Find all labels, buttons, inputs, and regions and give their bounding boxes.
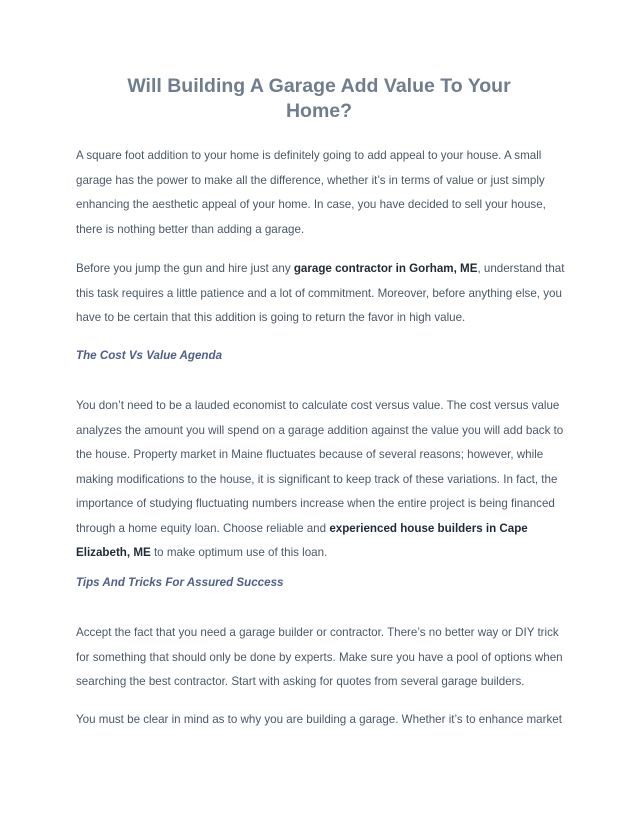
text-line: importance of studying fluctuating numbers increase when the entire project is being financed [76, 497, 555, 510]
text-line: You don’t need to be a lauded economist to calculate cost versus value. The cost versus value [76, 399, 560, 412]
text-run: through a home equity loan. Choose reliable and [76, 521, 330, 535]
paragraph-intro [76, 144, 576, 242]
text-line: garage has the power to make all the difference, whether it’s in terms of value or just simply [76, 173, 545, 187]
bold-keyword: Elizabeth, ME [76, 546, 151, 559]
text-line: searching the best contractor. Start with asking for quotes from several garage builders. [76, 675, 525, 688]
section-heading-tips: Tips And Tricks For Assured Success [76, 576, 284, 589]
text-run: Before you jump the gun and hire just any [76, 262, 294, 275]
bold-keyword: garage contractor in Gorham, ME [293, 262, 478, 275]
title-line-2: Home? [285, 100, 353, 122]
text-line: A square foot addition to your home is definitely going to add appeal to your house. A small [76, 149, 542, 162]
text-run: to make optimum use of this loan. [150, 546, 328, 559]
text-line [76, 541, 576, 566]
text-line: have to be certain that this addition is going to return the favor in high value. [76, 311, 466, 324]
text-run: , understand that [477, 262, 565, 275]
text-line: there is nothing better than adding a garage. [76, 222, 305, 236]
text-line: Accept the fact that you need a garage builder or contractor. There’s no better way or DIY trick [76, 626, 559, 639]
paragraph-cost-value [76, 394, 576, 566]
text-line: the house. Property market in Maine fluctuates because of several reasons; however, while [76, 448, 544, 461]
paragraph-tips [76, 621, 576, 695]
paragraph-contractor [76, 257, 576, 331]
page-title [76, 74, 562, 124]
title-line-1: Will Building A Garage Add Value To Your [127, 75, 511, 97]
text-line: You must be clear in mind as to why you are building a garage. Whether it’s to enhance market [76, 713, 562, 726]
text-line [76, 517, 576, 542]
text-line: making modifications to the house, it is significant to keep track of these variations. In fact, the [76, 472, 558, 486]
text-line: enhancing the aesthetic appeal of your home. In case, you have decided to sell your house, [76, 198, 546, 211]
text-line: for something that should only be done by experts. Make sure you have a pool of options when [76, 650, 563, 664]
text-line: this task requires a little patience and a lot of commitment. Moreover, before anything else, you [76, 286, 562, 300]
text-line: analyzes the amount you will spend on a garage addition against the value you will add back to [76, 423, 564, 437]
text-line [76, 257, 576, 282]
section-heading-cost-vs-value: The Cost Vs Value Agenda [76, 349, 223, 362]
bold-keyword: experienced house builders in Cape [329, 521, 528, 535]
paragraph-purpose [76, 708, 576, 733]
